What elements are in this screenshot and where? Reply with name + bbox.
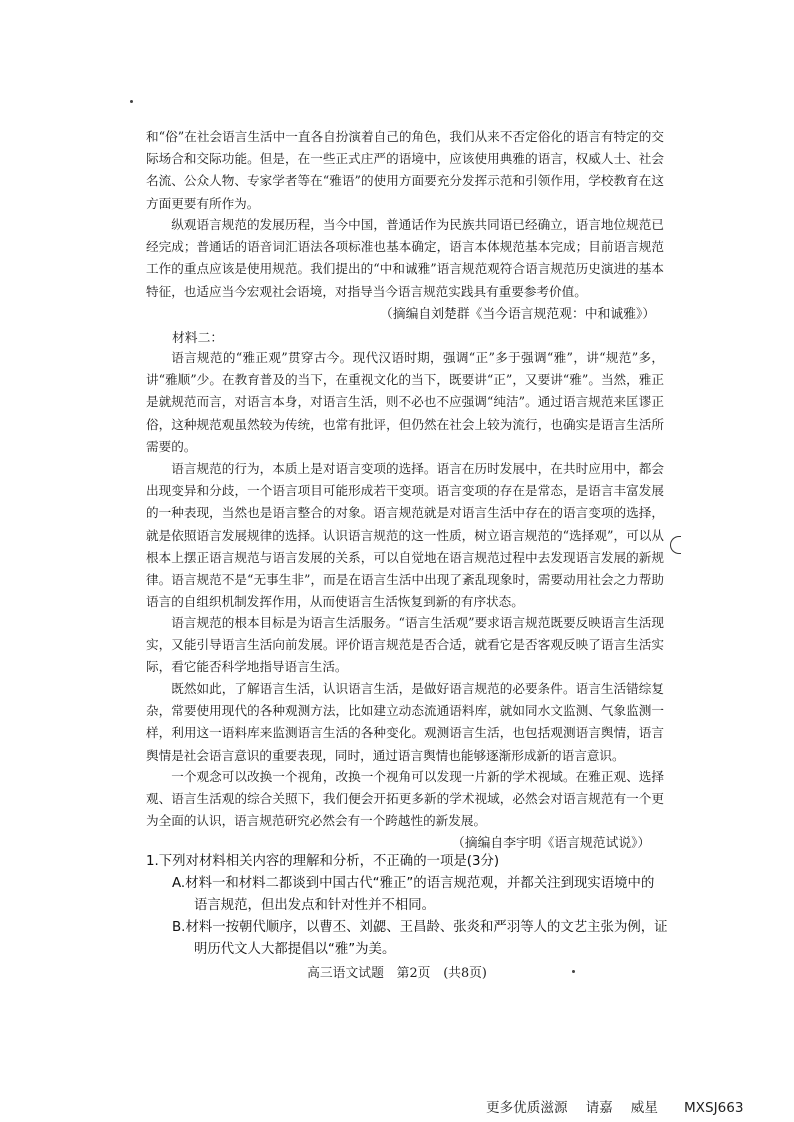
- page-footer: 高三语文试题 第2页 (共8页): [307, 966, 487, 981]
- scan-mark-bracket: [670, 536, 681, 554]
- option-b-line-2: 明历代文人大都提倡以“雅”为美。: [194, 942, 396, 957]
- paragraph-5: 语言规范的根本目标是为语言生活服务。“语言生活观”要求语言规范既要反映语言生活现实，又能引导语言生活向前发展。评价语言规范是否合适，就看它是否客观反映了语言生活实际，看它能否科学地指导语言生活。: [146, 615, 664, 675]
- watermark-more: 更多优质滋源: [486, 1100, 568, 1116]
- watermark-code: MXSJ663: [683, 1100, 744, 1116]
- citation-material-2: （摘编自李宇明《语言规范试说》）: [452, 836, 651, 851]
- paragraph-7: 一个观念可以改换一个视角，改换一个视角可以发现一片新的学术视域。在雅正观、选择观、语言生活观的综合关照下，我们便会开拓更多新的学术视域，必然会对语言规范有一个更为全面的认识，语言规范研究必然会有一个跨越性的新发展。: [146, 769, 664, 829]
- option-a-line-2: 语言规范，但出发点和针对性并不相同。: [194, 898, 436, 913]
- question-1-stem: 1.下列对材料相关内容的理解和分析，不正确的一项是(3分): [146, 854, 500, 869]
- scan-dust-dot: [572, 970, 575, 973]
- paragraph-4: 语言规范的行为，本质上是对语言变项的选择。语言在历时发展中，在共时应用中，都会出现变异和分歧，一个语言项目可能形成若干变项。语言变项的存在是常态，是语言丰富发展的一种表现，当然也是语言整合的对象。语言规范就是对语言生活中存在的语言变项的选择，就是依照语言发展规律的选择。认识语言规范的这一性质，树立语言规范的“选择观”，可以从根本上摆正语言规范与语言发展的关系，可以自觉地在语言规范过程中去发现语言发展的新规律。语言规范不是“无事生非”，而是在语言生活中出现了紊乱现象时，需要动用社会之力帮助语言的自组织机制发挥作用，从而使语言生活恢复到新的有序状态。: [146, 461, 664, 610]
- watermark-please: 请嘉: [585, 1100, 613, 1116]
- option-a-line-1: A.材料一和材料二都谈到中国古代“雅正”的语言规范观，并都关注到现实语境中的: [172, 876, 655, 891]
- paragraph-3: 语言规范的“雅正观”贯穿古今。现代汉语时期，强调“正”多于强调“雅”，讲“规范”多，讲“雅顺”少。在教育普及的当下，在重视文化的当下，既要讲“正”，又要讲“雅”。当然，雅正是就规范而言，对语言本身，对语言生活，则不必也不应强调“纯洁”。通过语言规范来匡谬正俗，这种规范观虽然较为传统，也常有批评，但仍然在社会上较为流行，也确实是语言生活所需要的。: [146, 350, 664, 454]
- material-2-label: 材料二：: [172, 331, 224, 346]
- watermark-star: 威星: [630, 1100, 658, 1116]
- paragraph-6: 既然如此，了解语言生活，认识语言生活，是做好语言规范的必要条件。语言生活错综复杂，常要使用现代的各种观测方法，比如建立动态流通语料库，就如同水文监测、气象监测一样，利用这一语料库来监测语言生活的各种变化。观测语言生活，也包括观测语言舆情，语言舆情是社会语言意识的重要表现，同时，通过语言舆情也能够逐渐形成新的语言意识。: [146, 681, 664, 763]
- scan-dust-dot: [130, 100, 133, 103]
- paragraph-1: 和“俗”在社会语言生活中一直各自扮演着自己的角色，我们从来不否定俗化的语言有特定的交际场合和交际功能。但是，在一些正式庄严的语境中，应该使用典雅的语言，权威人士、社会名流、公众人物、专家学者等在“雅语”的使用方面要充分发挥示范和引领作用，学校教育在这方面更要有所作为。: [146, 129, 664, 211]
- watermark-bar: [486, 1096, 744, 1116]
- citation-material-1: （摘编自刘楚群《当今语言规范观：中和诚雅》）: [380, 307, 656, 322]
- option-b-line-1: B.材料一按朝代顺序，以曹丕、刘勰、王昌龄、张炎和严羽等人的文艺主张为例，证: [172, 920, 668, 935]
- paragraph-2: 纵观语言规范的发展历程，当今中国，普通话作为民族共同语已经确立，语言地位规范已经完成；普通话的语音词汇语法各项标准也基本确定，语言本体规范基本完成；目前语言规范工作的重点应该是使用规范。我们提出的“中和诚雅”语言规范观符合语言规范历史演进的基本特征，也适应当今宏观社会语境，对指导当今语言规范实践具有重要参考价值。: [146, 217, 664, 299]
